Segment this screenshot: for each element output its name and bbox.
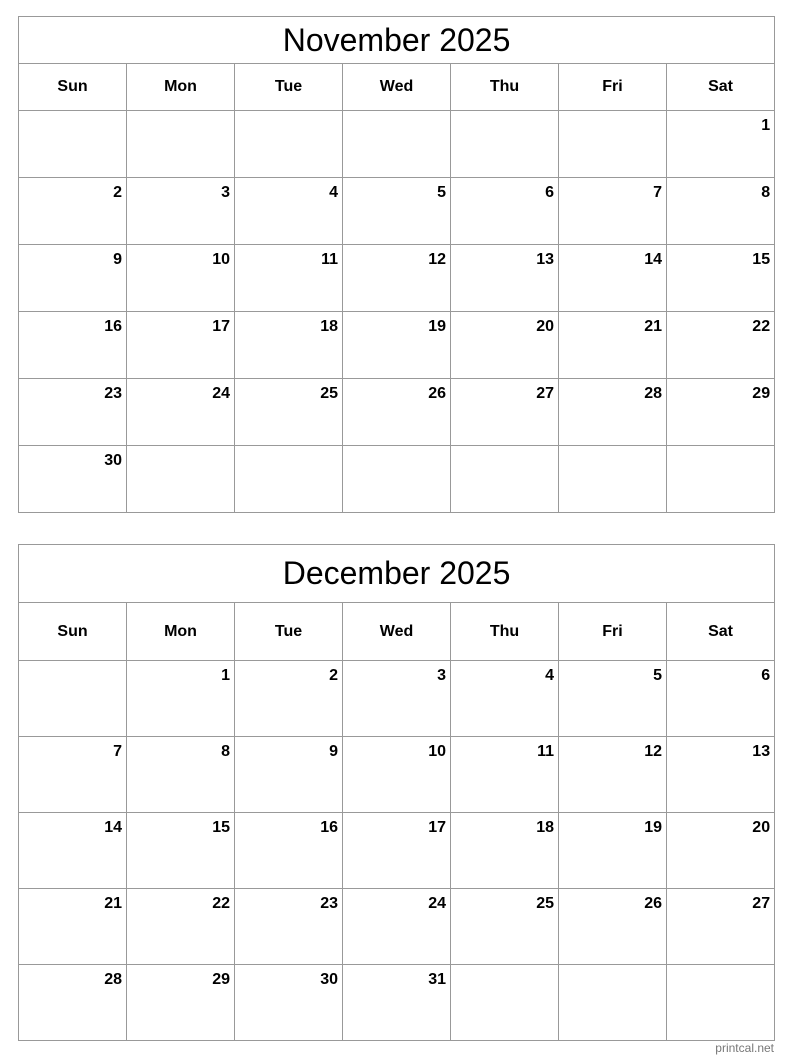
week-row <box>19 661 775 737</box>
calendar-december <box>18 544 775 1041</box>
day-cell <box>19 737 127 813</box>
day-number: 2 <box>113 184 122 201</box>
day-cell <box>343 965 451 1041</box>
day-cell <box>559 312 667 379</box>
day-cell <box>451 178 559 245</box>
day-cell <box>667 245 775 312</box>
empty-day-cell <box>667 446 775 513</box>
day-cell <box>19 446 127 513</box>
day-cell <box>235 379 343 446</box>
day-cell <box>19 312 127 379</box>
day-cell <box>451 737 559 813</box>
day-cell <box>451 245 559 312</box>
day-cell <box>127 312 235 379</box>
day-cell <box>127 813 235 889</box>
day-number: 21 <box>104 895 122 912</box>
week-row <box>19 737 775 813</box>
month-title: November 2025 <box>19 17 775 64</box>
day-number: 25 <box>320 385 338 402</box>
day-cell <box>559 737 667 813</box>
day-cell <box>343 737 451 813</box>
day-number: 23 <box>320 895 338 912</box>
weekday-header: Sun <box>19 64 127 111</box>
day-number: 6 <box>545 184 554 201</box>
day-number: 4 <box>329 184 338 201</box>
day-number: 13 <box>752 743 771 760</box>
day-number: 15 <box>752 251 771 268</box>
day-number: 31 <box>428 971 446 988</box>
day-cell <box>19 813 127 889</box>
day-number: 19 <box>644 819 662 836</box>
day-cell <box>343 178 451 245</box>
day-number: 8 <box>221 743 230 760</box>
day-number: 19 <box>428 318 446 335</box>
empty-day-cell <box>19 661 127 737</box>
weekday-header: Mon <box>127 64 235 111</box>
day-cell <box>127 245 235 312</box>
empty-day-cell <box>19 111 127 178</box>
day-number: 23 <box>104 385 122 402</box>
weekday-header: Thu <box>451 64 559 111</box>
site-credit: printcal.net <box>715 1041 774 1055</box>
day-cell <box>343 661 451 737</box>
day-cell <box>451 379 559 446</box>
day-cell <box>559 178 667 245</box>
day-number: 5 <box>653 667 662 684</box>
empty-day-cell <box>667 965 775 1041</box>
day-cell <box>235 178 343 245</box>
empty-day-cell <box>127 111 235 178</box>
day-cell <box>451 813 559 889</box>
empty-day-cell <box>235 446 343 513</box>
day-number: 7 <box>653 184 662 201</box>
day-cell <box>667 178 775 245</box>
day-number: 22 <box>752 318 771 335</box>
weekday-header: Fri <box>559 64 667 111</box>
week-row <box>19 111 775 178</box>
weekday-header: Sun <box>19 603 127 661</box>
weekday-header: Mon <box>127 603 235 661</box>
day-number: 12 <box>428 251 446 268</box>
day-number: 26 <box>644 895 662 912</box>
empty-day-cell <box>559 111 667 178</box>
day-number: 24 <box>212 385 230 402</box>
day-cell <box>343 889 451 965</box>
day-cell <box>667 737 775 813</box>
weekday-header-row <box>19 64 775 111</box>
day-number: 29 <box>212 971 230 988</box>
day-cell <box>559 889 667 965</box>
day-number: 28 <box>644 385 662 402</box>
empty-day-cell <box>451 446 559 513</box>
day-number: 16 <box>320 819 338 836</box>
day-cell <box>19 245 127 312</box>
day-cell <box>127 178 235 245</box>
calendar-title-row <box>19 545 775 603</box>
day-cell <box>235 661 343 737</box>
day-cell <box>667 379 775 446</box>
day-cell <box>559 813 667 889</box>
day-cell <box>19 889 127 965</box>
day-number: 9 <box>113 251 122 268</box>
day-number: 14 <box>104 819 122 836</box>
day-cell <box>667 661 775 737</box>
day-cell <box>451 889 559 965</box>
day-cell <box>559 661 667 737</box>
day-cell <box>343 245 451 312</box>
day-number: 18 <box>320 318 338 335</box>
day-number: 22 <box>212 895 230 912</box>
day-number: 10 <box>212 251 230 268</box>
day-number: 14 <box>644 251 662 268</box>
weekday-header: Tue <box>235 603 343 661</box>
day-number: 10 <box>428 743 446 760</box>
day-cell <box>235 737 343 813</box>
day-number: 25 <box>536 895 554 912</box>
day-cell <box>127 737 235 813</box>
empty-day-cell <box>127 446 235 513</box>
day-number: 11 <box>321 251 338 268</box>
empty-day-cell <box>559 446 667 513</box>
empty-day-cell <box>451 965 559 1041</box>
weekday-header: Fri <box>559 603 667 661</box>
day-cell <box>343 813 451 889</box>
weekday-header: Sat <box>667 64 775 111</box>
day-cell <box>127 965 235 1041</box>
day-number: 16 <box>104 318 122 335</box>
day-cell <box>19 178 127 245</box>
day-number: 27 <box>752 895 771 912</box>
weekday-header: Wed <box>343 603 451 661</box>
day-cell <box>127 661 235 737</box>
day-number: 1 <box>761 117 771 134</box>
day-number: 12 <box>644 743 662 760</box>
day-cell <box>127 379 235 446</box>
day-number: 11 <box>537 743 554 760</box>
empty-day-cell <box>343 446 451 513</box>
day-cell <box>235 889 343 965</box>
day-number: 24 <box>428 895 446 912</box>
day-number: 20 <box>752 819 771 836</box>
day-cell <box>667 889 775 965</box>
day-cell <box>559 245 667 312</box>
day-cell <box>343 312 451 379</box>
week-row <box>19 446 775 513</box>
day-number: 3 <box>221 184 230 201</box>
day-cell <box>235 965 343 1041</box>
weekday-header-row <box>19 603 775 661</box>
day-number: 17 <box>428 819 446 836</box>
weekday-header: Sat <box>667 603 775 661</box>
day-cell <box>451 661 559 737</box>
day-number: 29 <box>752 385 771 402</box>
day-number: 2 <box>329 667 338 684</box>
day-number: 21 <box>644 318 662 335</box>
day-number: 5 <box>437 184 446 201</box>
day-number: 28 <box>104 971 122 988</box>
day-number: 20 <box>536 318 554 335</box>
week-row <box>19 889 775 965</box>
day-number: 30 <box>104 452 122 469</box>
week-row <box>19 312 775 379</box>
day-number: 6 <box>761 667 771 684</box>
calendar-november <box>18 16 775 513</box>
week-row <box>19 178 775 245</box>
day-number: 18 <box>536 819 554 836</box>
day-cell <box>235 813 343 889</box>
week-row <box>19 245 775 312</box>
day-number: 9 <box>329 743 338 760</box>
day-number: 1 <box>221 667 230 684</box>
day-number: 8 <box>761 184 771 201</box>
day-cell <box>19 379 127 446</box>
empty-day-cell <box>235 111 343 178</box>
day-cell <box>127 889 235 965</box>
day-number: 15 <box>212 819 230 836</box>
month-title: December 2025 <box>19 545 775 603</box>
day-number: 4 <box>545 667 554 684</box>
day-cell <box>235 312 343 379</box>
day-cell <box>667 111 775 178</box>
weekday-header: Thu <box>451 603 559 661</box>
day-cell <box>451 312 559 379</box>
day-number: 13 <box>536 251 554 268</box>
week-row <box>19 379 775 446</box>
day-cell <box>235 245 343 312</box>
empty-day-cell <box>451 111 559 178</box>
calendar-title-row <box>19 17 775 64</box>
day-number: 30 <box>320 971 338 988</box>
day-cell <box>559 379 667 446</box>
empty-day-cell <box>343 111 451 178</box>
weekday-header: Wed <box>343 64 451 111</box>
week-row <box>19 813 775 889</box>
day-number: 7 <box>113 743 122 760</box>
day-cell <box>19 965 127 1041</box>
day-cell <box>667 813 775 889</box>
day-number: 17 <box>212 318 230 335</box>
week-row <box>19 965 775 1041</box>
day-cell <box>667 312 775 379</box>
day-number: 3 <box>437 667 446 684</box>
empty-day-cell <box>559 965 667 1041</box>
day-number: 27 <box>536 385 554 402</box>
weekday-header: Tue <box>235 64 343 111</box>
day-number: 26 <box>428 385 446 402</box>
day-cell <box>343 379 451 446</box>
